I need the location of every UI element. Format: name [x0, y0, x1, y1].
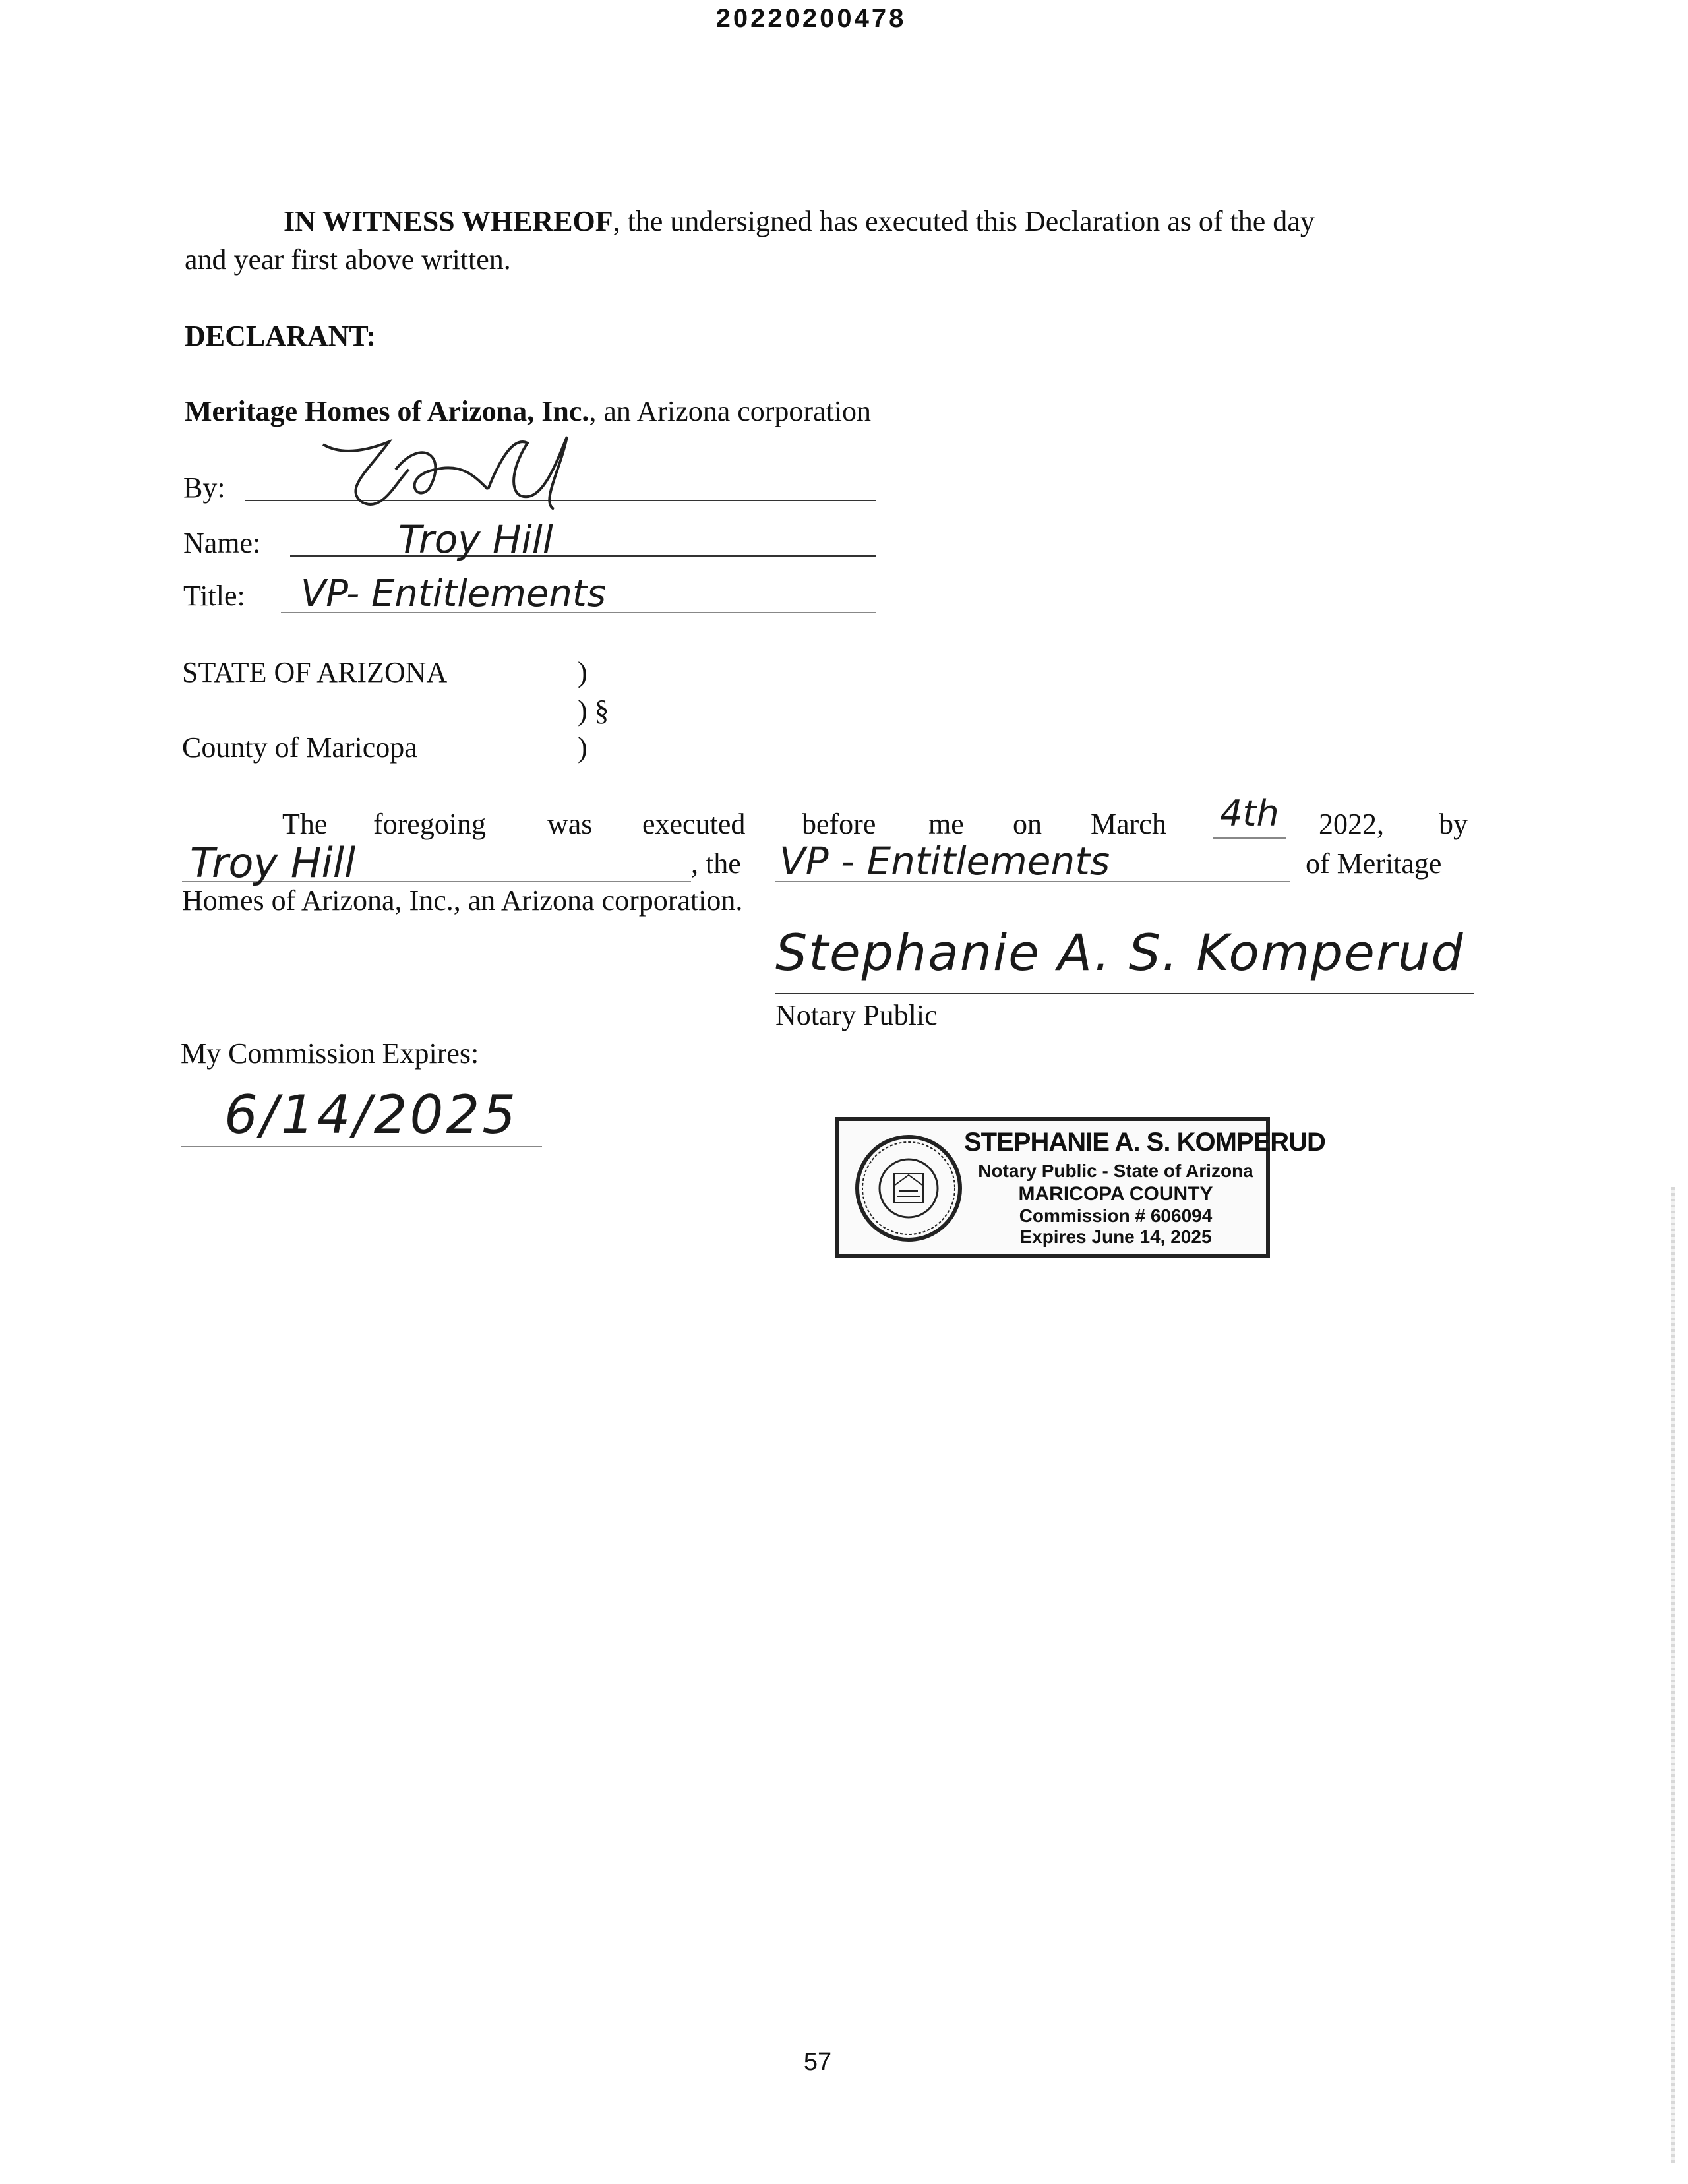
ack-day-handwritten: 4th: [1220, 793, 1279, 834]
venue-paren-2: ) §: [578, 694, 609, 727]
notary-signature: [775, 923, 1464, 982]
document-number: 20220200478: [715, 4, 907, 33]
by-label: By:: [183, 471, 226, 504]
title-label: Title:: [183, 580, 245, 612]
witness-line1-rest: , the undersigned has executed this Declaration as of the day: [613, 205, 1315, 237]
ack-line-3: Homes of Arizona, Inc., an Arizona corporation.: [182, 884, 743, 917]
ack-word-before: before: [802, 808, 876, 840]
stamp-line-5: Expires June 14, 2025: [1019, 1227, 1212, 1247]
notary-signature-text: Stephanie A. S. Komperud: [775, 923, 1464, 982]
notary-label: Notary Public: [775, 999, 938, 1031]
stamp-line-4: Commission # 606094: [1019, 1205, 1213, 1226]
venue-paren-3: ): [578, 731, 588, 764]
company-name: Meritage Homes of Arizona, Inc.: [185, 395, 589, 427]
venue-paren-1: ): [578, 656, 588, 688]
declarant-company: [185, 393, 871, 429]
commission-label: My Commission Expires:: [181, 1037, 479, 1070]
witness-lead: IN WITNESS WHEREOF: [284, 205, 613, 237]
ack-word-the: The: [282, 808, 328, 840]
ack-signer-handwritten: Troy Hill: [190, 839, 356, 887]
ack-word-year: 2022,: [1319, 808, 1384, 840]
ack-word-executed: executed: [642, 808, 746, 840]
ack-word-by: by: [1439, 808, 1468, 840]
commission-date-line: [181, 1146, 542, 1147]
company-descriptor: , an Arizona corporation: [589, 395, 872, 427]
notary-signature-line: [775, 993, 1474, 994]
witness-line-1: [284, 203, 1315, 239]
ack-the-label: , the: [691, 847, 741, 880]
witness-line-2: and year first above written.: [185, 243, 511, 276]
page-number: 57: [803, 2048, 832, 2076]
ack-word-was: was: [547, 808, 593, 840]
name-line: [290, 555, 876, 557]
declarant-name-handwritten: Troy Hill: [398, 517, 553, 562]
ack-word-on: on: [1013, 808, 1042, 840]
declarant-title-handwritten: VP- Entitlements: [301, 572, 607, 615]
ack-word-march: March: [1091, 808, 1166, 840]
declarant-heading: DECLARANT:: [185, 320, 377, 352]
ack-word-me: me: [928, 808, 964, 840]
venue-county: County of Maricopa: [182, 731, 417, 764]
ack-of-meritage: of Meritage: [1306, 847, 1442, 880]
commission-date-handwritten: 6/14/2025: [224, 1084, 519, 1145]
scan-edge-artifact: [1671, 1187, 1675, 2163]
name-label: Name:: [183, 527, 261, 559]
notary-stamp: [835, 1117, 1325, 1258]
stamp-line-1: STEPHANIE A. S. KOMPERUD: [964, 1128, 1325, 1157]
stamp-line-2: Notary Public - State of Arizona: [978, 1161, 1253, 1181]
declarant-signature: [316, 430, 580, 522]
ack-word-foregoing: foregoing: [373, 808, 487, 840]
day-line: [1213, 837, 1286, 839]
ack-title-handwritten: VP - Entitlements: [779, 839, 1110, 884]
venue-state: STATE OF ARIZONA: [182, 656, 448, 688]
stamp-line-3: MARICOPA COUNTY: [1018, 1183, 1213, 1205]
state-seal-icon: [853, 1133, 964, 1244]
